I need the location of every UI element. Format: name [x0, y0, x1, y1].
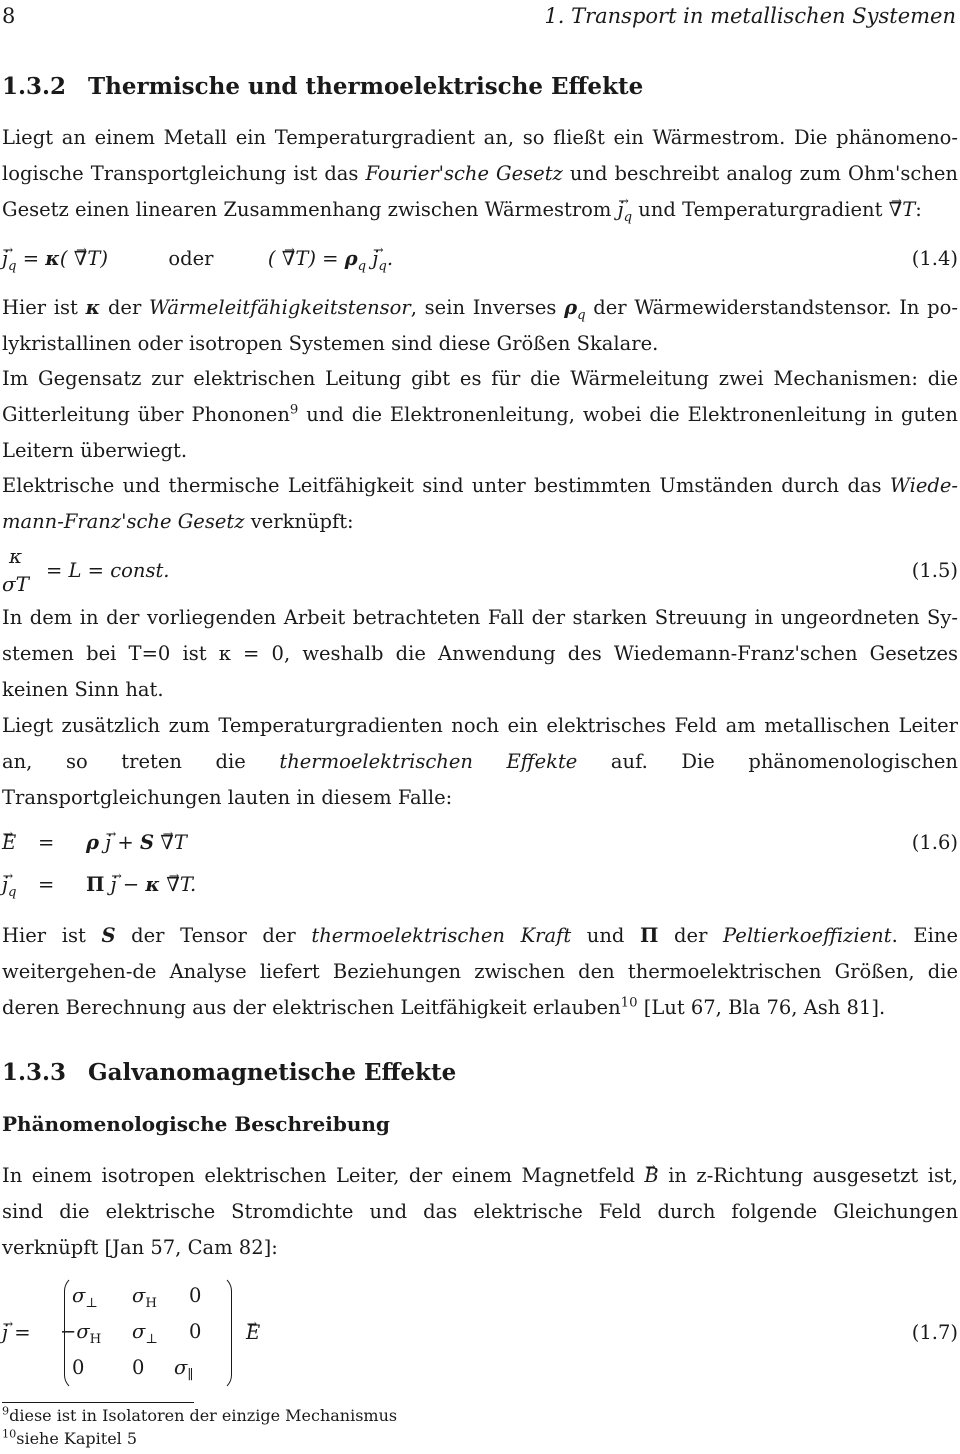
paragraph-strong-scattering — [2, 600, 958, 707]
equation-1-4-lhs: → $j_q = \kappa( \to \nabla T)$ — [2, 247, 108, 270]
paragraph-galvanomagnetic — [2, 1158, 958, 1265]
running-header — [0, 2, 958, 30]
equation-number: (1.5) — [911, 559, 958, 582]
page-number: 8 — [2, 4, 16, 28]
text-run: , sein Inverses — [410, 296, 565, 319]
equation-number: (1.7) — [911, 1321, 958, 1344]
emphasis-fourier-law: Fourier'sche Gesetz — [365, 161, 563, 185]
math-S: S — [101, 924, 116, 947]
section-heading-1-3-3 — [2, 1058, 456, 1088]
text-run: und beschreibt analog zum Ohm'schen Gesetz einen linearen Zusammenhang zwischen Wärmestrom — [2, 161, 958, 221]
emphasis-peltier-coefficient: Peltierkoeffizient — [723, 924, 892, 947]
text-run: in z-Richtung ausgesetzt ist, sind die elektrische Stromdichte und das elektrische Feld durch folgende Gleichungen verknüpft [Jan 57, Cam 82]: — [2, 1164, 958, 1259]
text-run: Liegt zusätzlich zum Temperaturgradienten noch ein elektrisches Feld am metallischen Leiter an, so treten die — [2, 714, 958, 773]
footnote-text: siehe Kapitel 5 — [16, 1429, 138, 1448]
emphasis-conductivity-tensor: Wärmeleitfähigkeitstensor — [149, 296, 411, 319]
conductivity-matrix: $\sigma_\perp$ $\sigma_H$ 0 $-\sigma_H$ $\sigma_\perp$ 0 0 0 $\sigma_\parallel$ — [64, 1277, 232, 1387]
math-rho-q: $\rho_q$ — [564, 296, 586, 323]
footnote-mark: 10 — [2, 1427, 17, 1441]
section-heading-1-3-2 — [2, 72, 643, 102]
equation-1-5-fraction: κ σT — [2, 544, 29, 596]
equation-1-6-line-1: → E = ρ → j + S → ∇T (1.6) — [2, 828, 958, 858]
equation-1-4-rhs: ( → $\nabla T) = \rho_q \to j_q$. — [268, 247, 393, 270]
footnote-9 — [2, 1405, 397, 1427]
paragraph-mechanisms — [2, 361, 958, 468]
text-run: der Tensor der — [115, 924, 312, 947]
text-run: : — [915, 197, 922, 221]
emphasis-thermoelectric-force: thermoelektrischen Kraft — [311, 924, 572, 947]
text-run: der — [658, 924, 724, 947]
equation-connector-oder: oder — [168, 247, 214, 270]
text-run: In einem isotropen elektrischen Leiter, der einem Magnetfeld — [2, 1164, 645, 1187]
text-run: Hier ist — [2, 924, 102, 947]
paragraph-wiedemann-franz — [2, 468, 958, 540]
footnote-ref-9[interactable]: 9 — [289, 402, 299, 418]
equation-number: (1.6) — [911, 831, 958, 854]
footnote-rule — [2, 1402, 194, 1403]
text-run: In dem in der vorliegenden Arbeit betrachteten Fall der starken Streuung in ungeordneten Sy-stemen bei T=0 ist κ = 0, weshalb die Anwendung des Wiedemann-Franz'schen Gesetzes keinen Sinn hat. — [2, 606, 958, 701]
section-title: Galvanomagnetische Effekte — [88, 1059, 457, 1086]
equation-number: (1.4) — [911, 247, 958, 270]
text-run: Hier ist — [2, 296, 86, 319]
paragraph-seebeck-peltier — [2, 918, 958, 1025]
running-title: 1. Transport in metallischen Systemen — [544, 4, 956, 28]
section-title: Thermische und thermoelektrische Effekte — [88, 73, 644, 100]
equation-1-7-rhs: → E — [246, 1318, 306, 1348]
text-run: verknüpft: — [244, 509, 354, 533]
text-run: Liegt an einem Metall ein Temperaturgradient an, so fließt ein Wärmestrom. Die phänomeno-logische Transportgleichung ist das — [2, 126, 958, 185]
text-run: der — [100, 296, 149, 319]
emphasis-thermoelectric-effects: thermoelektrischen Effekte — [279, 749, 578, 773]
text-run: auf. Die phänomenologischen Transportgleichungen lauten in diesem Falle: — [2, 749, 958, 809]
text-run: Elektrische und thermische Leitfähigkeit sind unter bestimmten Umständen durch das — [2, 474, 890, 497]
equation-1-7-lhs: → j = (1.7) — [2, 1318, 958, 1348]
paragraph-thermoelectric — [2, 708, 958, 815]
footnote-10 — [2, 1428, 137, 1450]
equation-1-5 — [2, 556, 958, 586]
math-kappa: κ — [85, 296, 101, 319]
paragraph-fourier — [2, 120, 958, 227]
math-Pi: Π — [640, 924, 659, 947]
text-run: . Eine weitergehen-de Analyse liefert Beziehungen zwischen den thermoelektrischen Größen, die deren Berechnung aus der elektrischen Leitfähigkeit erlauben — [2, 924, 958, 1019]
footnote-mark: 9 — [2, 1404, 10, 1418]
equation-1-4 — [2, 244, 958, 274]
text-run: und die Elektronenleitung, wobei die Elektronenleitung in guten Leitern überwiegt. — [2, 402, 958, 462]
paragraph-conductivity-tensor — [2, 290, 958, 362]
equation-1-6-line-2: → $j_q = \Pi \to j - \kappa \to \nabla T$. — [2, 870, 958, 900]
text-run: der Wärmewiderstandstensor. In po-lykristallinen oder isotropen Systemen sind diese Größen Skalare. — [2, 296, 958, 355]
math-heat-current: → $j_q$ — [618, 192, 633, 228]
text-run: Im Gegensatz zur elektrischen Leitung gibt es für die Wärmeleitung zwei Mechanismen: die Gitterleitung über Phononen — [2, 367, 958, 426]
math-B-field: → B — [644, 1158, 658, 1194]
section-number: 1.3.2 — [2, 73, 67, 100]
emphasis-wiedemann-franz: Wiede-mann-Franz'sche Gesetz — [2, 474, 958, 533]
section-number: 1.3.3 — [2, 1059, 67, 1086]
text-run: und Temperaturgradient — [632, 197, 889, 221]
text-run: und — [571, 924, 641, 947]
text-run: [Lut 67, Bla 76, Ash 81]. — [637, 995, 886, 1019]
footnote-text: diese ist in Isolatoren der einzige Mechanismus — [9, 1406, 398, 1425]
math-gradient-T: → ∇T — [889, 198, 916, 221]
subsection-heading: Phänomenologische Beschreibung — [2, 1112, 390, 1136]
equation-1-5-rhs: = L = const. — [46, 559, 170, 582]
footnote-ref-10[interactable]: 10 — [620, 995, 638, 1011]
